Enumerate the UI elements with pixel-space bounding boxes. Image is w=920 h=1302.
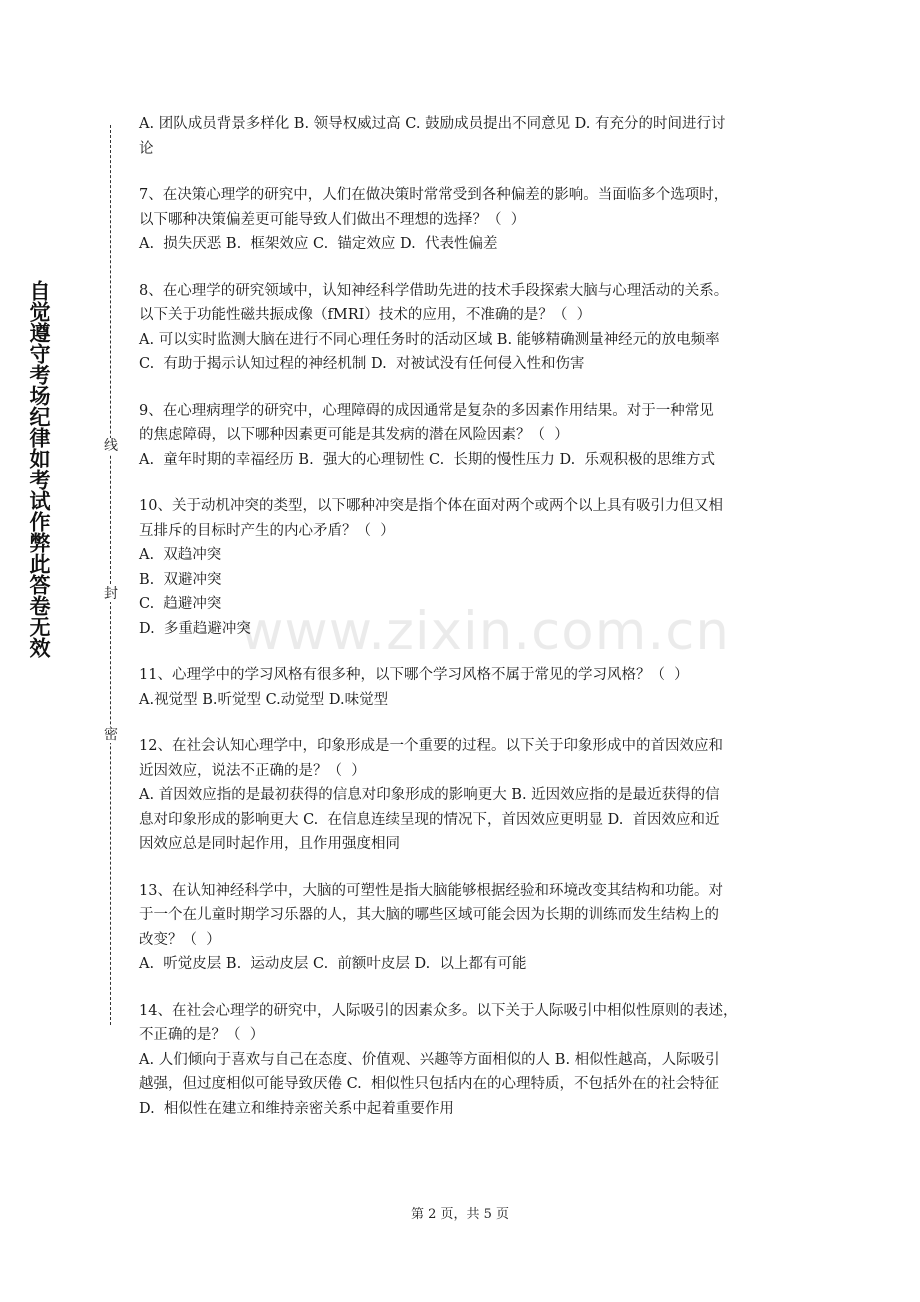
question-block <box>139 734 791 857</box>
question-line: 9、在心理病理学的研究中，心理障碍的成因通常是复杂的多因素作用结果。对于一种常见 <box>139 402 714 419</box>
question-line: 13、在认知神经科学中，大脑的可塑性是指大脑能够根据经验和环境改变其结构和功能。对 <box>139 882 723 899</box>
question-line: A. 双趋冲突 <box>139 547 222 563</box>
question-line: A. 团队成员背景多样化 B. 领导权威过高 C. 鼓励成员提出不同意见 D. 有充分的时间进行讨 <box>139 116 726 132</box>
question-line: 12、在社会认知心理学中，印象形成是一个重要的过程。以下关于印象形成中的首因效应和 <box>139 738 723 754</box>
question-line: B. 双避冲突 <box>139 571 222 588</box>
question-line: 于一个在儿童时期学习乐器的人，其大脑的哪些区域可能会因为长期的训练而发生结构上的 <box>139 907 719 923</box>
question-block <box>139 399 791 473</box>
question-line: A. 首因效应指的是最初获得的信息对印象形成的影响更大 B. 近因效应指的是最近获得的信 <box>139 787 720 803</box>
question-line: 11、心理学中的学习风格有很多种，以下哪个学习风格不属于常见的学习风格？（ ） <box>139 667 689 683</box>
question-line: D. 多重趋避冲突 <box>139 620 251 637</box>
question-line: 的焦虑障碍，以下哪种因素更可能是其发病的潜在风险因素？（ ） <box>139 427 569 443</box>
question-block <box>139 112 791 161</box>
question-block <box>139 879 791 977</box>
exam-discipline-notice: 自觉遵守考场纪律如考试作弊此答卷无效 <box>27 280 51 658</box>
question-line: 越强，但过度相似可能导致厌倦 C. 相似性只包括内在的心理特质，不包括外在的社会特征 <box>139 1076 720 1092</box>
seal-mark-mi: 密 <box>104 727 118 743</box>
seal-mark-xian: 线 <box>104 438 118 454</box>
question-line: 8、在心理学的研究领域中，认知神经科学借助先进的技术手段探索大脑与心理活动的关系。 <box>139 282 729 299</box>
question-line: 以下哪种决策偏差更可能导致人们做出不理想的选择？（ ） <box>139 211 526 228</box>
question-line: A. 听觉皮层 B. 运动皮层 C. 前额叶皮层 D. 以上都有可能 <box>139 956 527 972</box>
question-block <box>139 279 791 377</box>
question-line: 14、在社会心理学的研究中，人际吸引的因素众多。以下关于人际吸引中相似性原则的表述， <box>139 1002 738 1019</box>
question-block <box>139 183 791 257</box>
watermark: www.zixin.com.cn <box>240 601 730 662</box>
question-line: C. 趋避冲突 <box>139 596 222 612</box>
question-line: 改变？（ ） <box>139 931 221 948</box>
question-line: 因效应总是同时起作用，且作用强度相同 <box>139 836 400 852</box>
question-line: C. 有助于揭示认知过程的神经机制 D. 对被试没有任何侵入性和伤害 <box>139 356 585 372</box>
seal-mark-feng: 封 <box>104 586 118 602</box>
question-block <box>139 663 791 712</box>
question-line: A.视觉型 B.听觉型 C.动觉型 D.味觉型 <box>139 691 389 708</box>
question-line: 7、在决策心理学的研究中，人们在做决策时常常受到各种偏差的影响。当面临多个选项时， <box>139 187 729 203</box>
question-line: A. 人们倾向于喜欢与自己在态度、价值观、兴趣等方面相似的人 B. 相似性越高，人际吸引 <box>139 1051 720 1068</box>
question-line: 不正确的是？（ ） <box>139 1027 265 1043</box>
question-line: A. 可以实时监测大脑在进行不同心理任务时的活动区域 B. 能够精确测量神经元的放电频率 <box>139 331 720 348</box>
question-block <box>139 999 791 1122</box>
question-line: 近因效应，说法不正确的是？（ ） <box>139 762 366 779</box>
page-footer: 第 2 页，共 5 页 <box>410 1207 510 1222</box>
question-line: 互排斥的目标时产生的内心矛盾？（ ） <box>139 522 395 539</box>
question-line: 10、关于动机冲突的类型，以下哪种冲突是指个体在面对两个或两个以上具有吸引力但又相 <box>139 498 723 514</box>
question-line: 息对印象形成的影响更大 C. 在信息连续呈现的情况下，首因效应更明显 D. 首因效应和近 <box>139 811 720 828</box>
question-line: 以下关于功能性磁共振成像（fMRI）技术的应用，不准确的是？（ ） <box>139 307 592 323</box>
question-line: 论 <box>139 140 154 157</box>
seal-dashed-line <box>110 125 111 1025</box>
question-line: A. 童年时期的幸福经历 B. 强大的心理韧性 C. 长期的慢性压力 D. 乐观积极的思维方式 <box>139 451 715 468</box>
question-line: A. 损失厌恶 B. 框架效应 C. 锚定效应 D. 代表性偏差 <box>139 236 498 252</box>
question-line: D. 相似性在建立和维持亲密关系中起着重要作用 <box>139 1100 454 1117</box>
